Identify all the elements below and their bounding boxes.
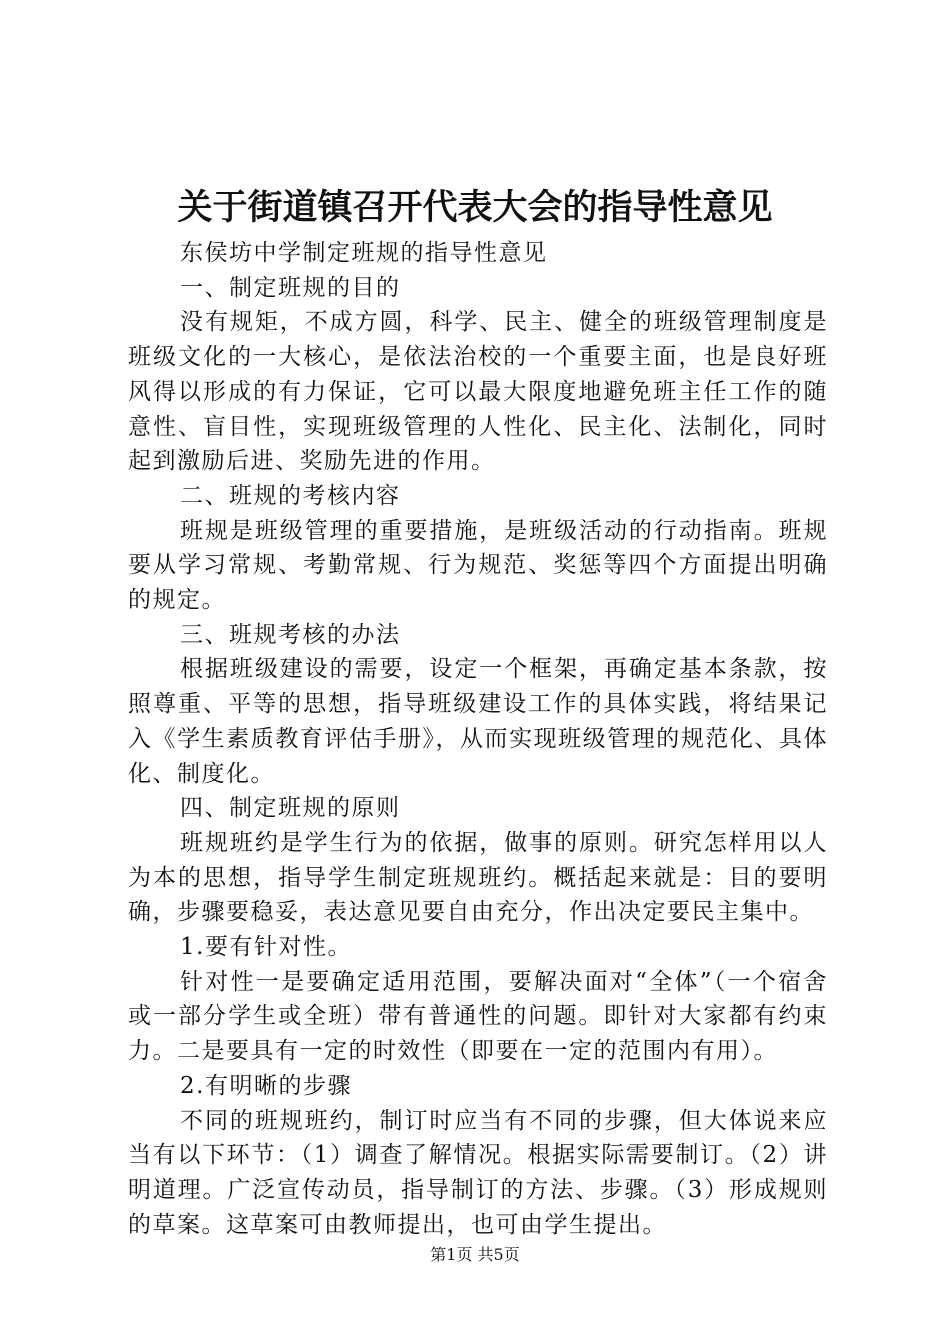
paragraph: 没有规矩，不成方圆，科学、民主、健全的班级管理制度是班级文化的一大核心，是依法治校的一个重要主面，也是良好班风得以形成的有力保证，它可以最大限度地避免班主任工作的随意性、盲目性，实现班级管理的人性化、民主化、法制化，同时起到激励后进、奖励先进的作用。	[128, 309, 828, 475]
page-footer: 第1页 共5页	[430, 1245, 520, 1264]
paragraph: 不同的班规班约，制订时应当有不同的步骤，但大体说来应当有以下环节：（1）调查了解情况。根据实际需要制订。（2）讲明道理。广泛宣传动员，指导制订的方法、步骤。（3）形成规则的草案。这草案可由教师提出，也可由学生提出。	[128, 1107, 828, 1238]
paragraph: 根据班级建设的需要，设定一个框架，再确定基本条款，按照尊重、平等的思想，指导班级建设工作的具体实践，将结果记入《学生素质教育评估手册》，从而实现班级管理的规范化、具体化、制度化。	[128, 656, 828, 787]
paragraph: 班规班约是学生行为的依据，做事的原则。研究怎样用以人为本的思想，指导学生制定班规班约。概括起来就是：目的要明确，步骤要稳妥，表达意见要自由充分，作出决定要民主集中。	[128, 829, 828, 926]
section-heading-2: 二、班规的考核内容	[180, 482, 401, 509]
subsection-heading-2: 2.有明晰的步骤	[180, 1072, 352, 1099]
section-heading-3: 三、班规考核的办法	[180, 621, 401, 648]
paragraph: 班规是班级管理的重要措施，是班级活动的行动指南。班规要从学习常规、考勤常规、行为规范、奖惩等四个方面提出明确的规定。	[128, 517, 828, 614]
document-title: 关于街道镇召开代表大会的指导性意见	[177, 188, 773, 228]
section-heading-1: 一、制定班规的目的	[180, 274, 401, 301]
document-body	[128, 236, 828, 1242]
subsection-heading-1: 1.要有针对性。	[180, 934, 352, 961]
section-heading-4: 四、制定班规的原则	[180, 795, 401, 822]
paragraph: 针对性一是要确定适用范围，要解决面对“全体”（一个宿舍或一部分学生或全班）带有普通性的问题。即针对大家都有约束力。二是要具有一定的时效性（即要在一定的范围内有用）。	[128, 968, 828, 1065]
paragraph-subtitle: 东侯坊中学制定班规的指导性意见	[180, 240, 548, 266]
